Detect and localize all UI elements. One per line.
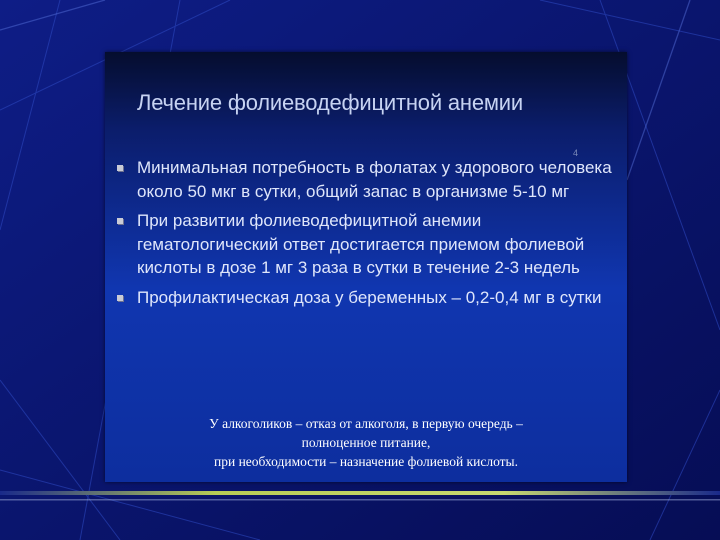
- bullet-text: При развитии фолиеводефицитной анемии гематологический ответ достигается приемом фолиевой кислоты в дозе 1 мг 3 раза в сутки в течение 2-3 недель: [137, 211, 585, 277]
- slide-title: Лечение фолиеводефицитной анемии: [137, 90, 523, 115]
- bullet-text: Профилактическая доза у беременных – 0,2-0,4 мг в сутки: [137, 287, 602, 307]
- bullet-square-icon: [117, 218, 123, 224]
- bullet-item: [115, 286, 615, 310]
- bullet-square-icon: [117, 165, 123, 171]
- bullet-item: [115, 209, 615, 280]
- note-line: У алкоголиков – отказ от алкоголя, в первую очередь –: [209, 416, 523, 431]
- note-line: полноценное питание,: [301, 435, 431, 450]
- alcoholics-note: [105, 414, 627, 471]
- slide-panel: [105, 52, 627, 482]
- note-line: при необходимости – назначение фолиевой кислоты.: [214, 454, 518, 469]
- bottom-stripe: [0, 491, 720, 495]
- bullet-square-icon: [117, 295, 123, 301]
- bullet-list: [115, 156, 615, 315]
- corner-mark: 4: [573, 148, 579, 158]
- bullet-text: Минимальная потребность в фолатах у здорового человека около 50 мкг в сутки, общий запас в организме 5-10 мг: [137, 158, 612, 201]
- bullet-item: [115, 156, 615, 203]
